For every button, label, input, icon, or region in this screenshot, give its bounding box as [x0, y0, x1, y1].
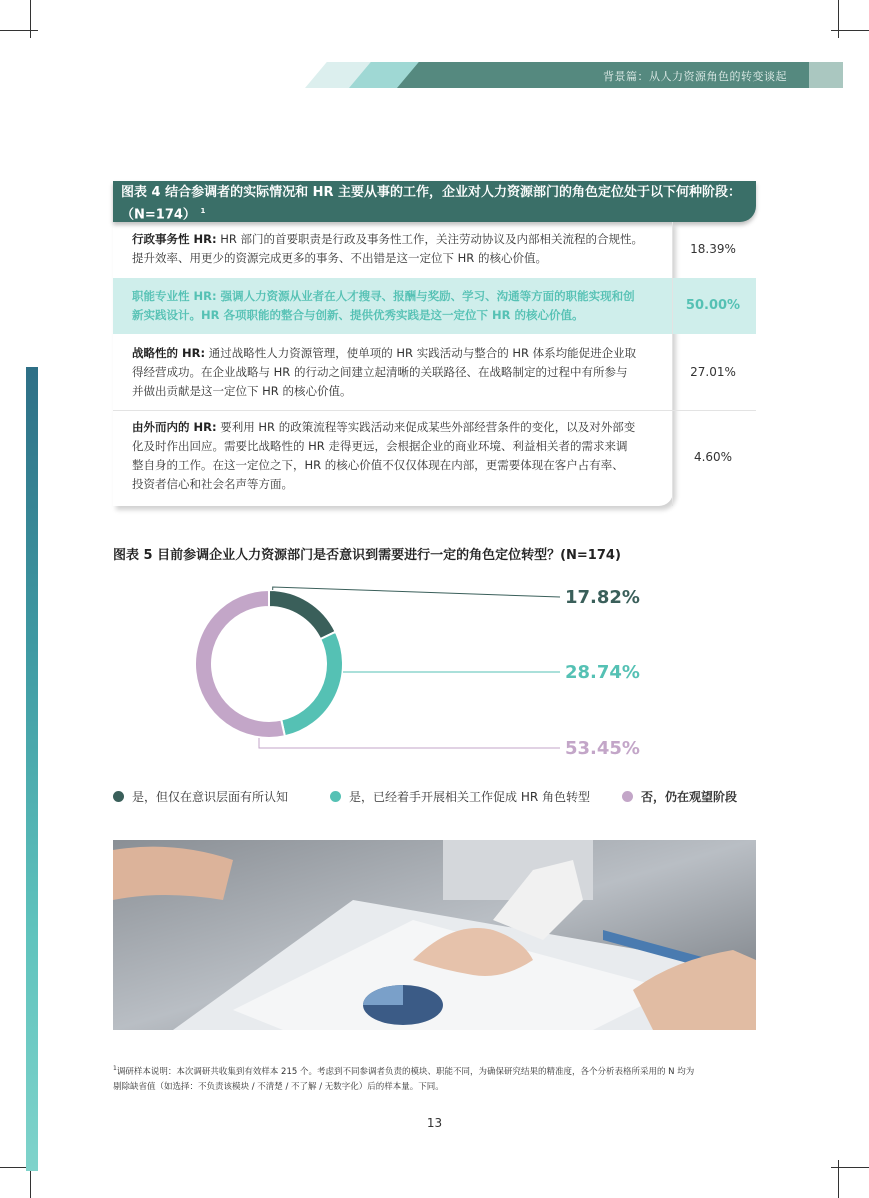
chart-5-title: 图表 5 目前参调企业人力资源部门是否意识到需要进行一定的角色定位转型？(N=174) [113, 548, 621, 563]
row-term: 行政事务性 HR: [132, 232, 217, 246]
footnote-ref: 1 [200, 207, 206, 215]
donut-chart [180, 570, 660, 770]
legend-label: 否，仍在观望阶段 [641, 790, 738, 804]
row-text: 并做出贡献是这一定位下 HR 的核心价值。 [132, 384, 352, 398]
footnote-text: 调研样本说明：本次调研共收集到有效样本 215 个。考虑到不同参调者负责的模块、职能不同，为确保研究结果的精准度，各个分析表格所采用的 N 均为 [116, 1066, 695, 1077]
table-row [113, 410, 756, 506]
data-label: 17.82% [565, 587, 640, 608]
footnote-marker: 1 [113, 1065, 117, 1072]
crop-mark [30, 0, 31, 38]
data-label: 28.74% [565, 662, 640, 683]
donut-slice [195, 590, 285, 738]
row-text: 整自身的工作。在这一定位之下，HR 的核心价值不仅仅体现在内部，更需要体现在客户占有率、 [132, 458, 624, 472]
legend-item [330, 788, 590, 805]
crop-mark [838, 1160, 839, 1198]
table-row-highlighted [113, 278, 756, 334]
row-term: 职能专业性 HR: [132, 289, 217, 303]
row-text: 提升效率、用更少的资源完成更多的事务、不出错是这一定位下 HR 的核心价值。 [132, 251, 547, 265]
section-title: 背景篇：从人力资源角色的转变谈起 [603, 70, 787, 83]
legend-swatch [622, 791, 633, 802]
leader-line [259, 738, 560, 748]
table-row [113, 222, 756, 278]
crop-mark [831, 1167, 869, 1168]
table-4-title [113, 181, 756, 222]
footnote [113, 1061, 756, 1095]
row-text: 要利用 HR 的政策流程等实践活动来促成某些外部经营条件的变化，以及对外部变 [216, 420, 636, 434]
side-accent-bar [26, 367, 38, 1171]
legend-item [113, 788, 288, 805]
legend-swatch [113, 791, 124, 802]
column-divider [672, 222, 673, 506]
donut-slice [269, 590, 336, 639]
row-text: 投资者信心和社会名声等方面。 [132, 477, 293, 491]
row-text: 新实践设计。HR 各项职能的整合与创新、提供优秀实践是这一定位下 HR 的核心价值。 [132, 308, 584, 322]
row-value: 50.00% [685, 298, 741, 313]
crop-mark [838, 0, 839, 38]
legend-item [622, 788, 737, 805]
crop-mark [0, 30, 38, 31]
header-band [305, 62, 843, 88]
legend-swatch [330, 791, 341, 802]
row-term: 由外而内的 HR: [132, 420, 217, 434]
footnote-text: 剔除缺省值（如选择：不负责该模块 / 不清楚 / 不了解 / 无数字化）后的样本量。下同。 [113, 1081, 444, 1092]
page-number: 13 [426, 1116, 443, 1130]
donut-slice [281, 632, 343, 737]
row-value: 18.39% [690, 242, 736, 256]
row-text: 通过战略性人力资源管理，使单项的 HR 实践活动与整合的 HR 体系均能促进企业取 [205, 346, 637, 360]
business-documents-photo [113, 840, 756, 1030]
row-text: HR 部门的首要职责是行政及事务性工作，关注劳动协议及内部相关流程的合规性。 [216, 232, 644, 246]
legend-label: 是，但仅在意识层面有所认知 [132, 790, 289, 804]
table-4-title-text: 图表 4 结合参调者的实际情况和 HR 主要从事的工作，企业对人力资源部门的角色定位处于以下何种阶段：（N=174） [121, 185, 742, 223]
row-text: 得经营成功。在企业战略与 HR 的行动之间建立起清晰的关联路径、在战略制定的过程中有所参与 [132, 365, 628, 379]
legend-label: 是，已经着手开展相关工作促成 HR 角色转型 [349, 790, 590, 804]
row-text: 化及时作出回应。需要比战略性的 HR 走得更远，会根据企业的商业环境、利益相关者的需求来调 [132, 439, 628, 453]
row-value: 27.01% [690, 365, 736, 379]
table-row [113, 334, 756, 410]
leader-line [273, 587, 560, 597]
row-text: 强调人力资源从业者在人才搜寻、报酬与奖励、学习、沟通等方面的职能实现和创 [216, 289, 635, 303]
row-term: 战略性的 HR: [132, 346, 206, 360]
row-value: 4.60% [693, 450, 733, 464]
crop-mark [831, 30, 869, 31]
data-label: 53.45% [565, 738, 640, 759]
